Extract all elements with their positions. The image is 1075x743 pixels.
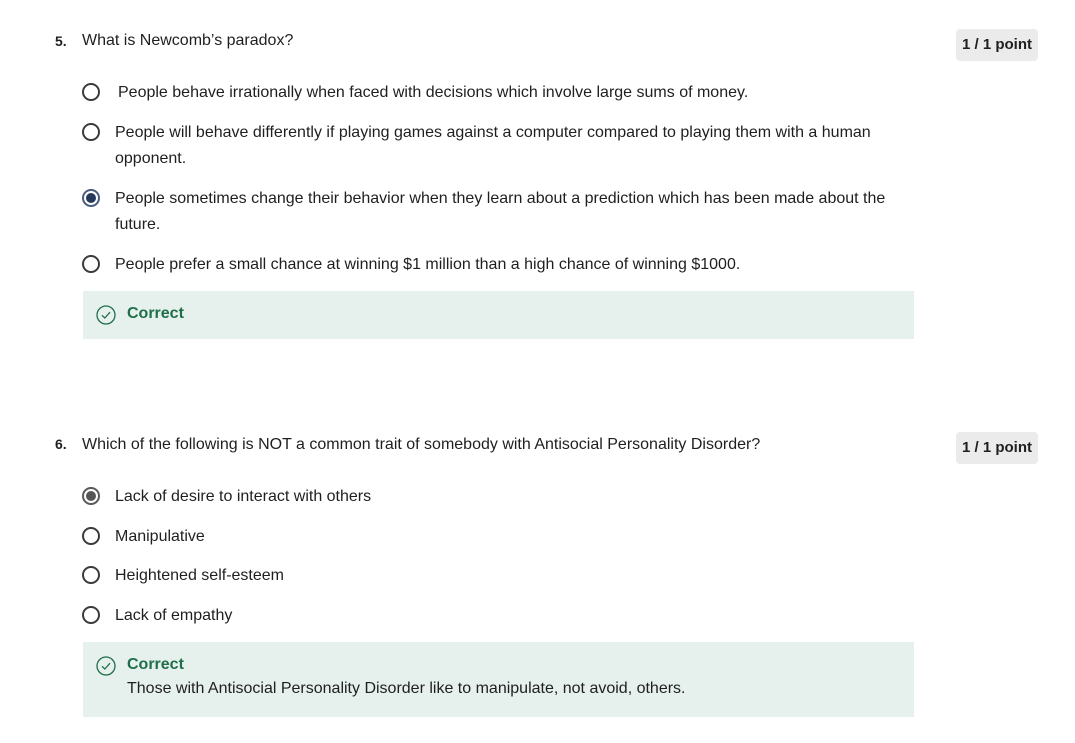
radio-button[interactable] (82, 255, 100, 273)
radio-button-selected[interactable] (82, 189, 100, 207)
feedback-status: Correct (127, 305, 184, 322)
radio-button[interactable] (82, 123, 100, 141)
feedback-explanation: Those with Antisocial Personality Disorder like to manipulate, not avoid, others. (127, 680, 686, 697)
option-label: Lack of desire to interact with others (115, 488, 372, 505)
feedback-panel (83, 642, 914, 717)
radio-button-selected[interactable] (82, 487, 100, 505)
radio-button[interactable] (82, 606, 100, 624)
option-label: Heightened self-esteem (115, 567, 284, 584)
option-label: People sometimes change their behavior when they learn about a prediction which has been made about the future. (115, 190, 886, 233)
option-label: People will behave differently if playing games against a computer compared to playing them with a human opponent. (115, 124, 871, 167)
points-badge: 1 / 1 point (956, 29, 1038, 61)
option-label: People behave irrationally when faced with decisions which involve large sums of money. (118, 84, 749, 101)
question-text: Which of the following is NOT a common trait of somebody with Antisocial Personality Disorder? (82, 436, 761, 453)
question-text: What is Newcomb’s paradox? (82, 32, 294, 49)
points-badge: 1 / 1 point (956, 432, 1038, 464)
check-circle-icon (96, 305, 116, 325)
question-number: 5. (55, 33, 67, 49)
option-label: Manipulative (115, 528, 205, 545)
radio-button[interactable] (82, 83, 100, 101)
feedback-status: Correct (127, 656, 184, 673)
feedback-panel (83, 291, 914, 339)
option-label: Lack of empathy (115, 607, 233, 624)
question-number: 6. (55, 436, 67, 452)
option-label: People prefer a small chance at winning $1 million than a high chance of winning $1000. (115, 256, 741, 273)
radio-button[interactable] (82, 527, 100, 545)
check-circle-icon (96, 656, 116, 676)
radio-button[interactable] (82, 566, 100, 584)
